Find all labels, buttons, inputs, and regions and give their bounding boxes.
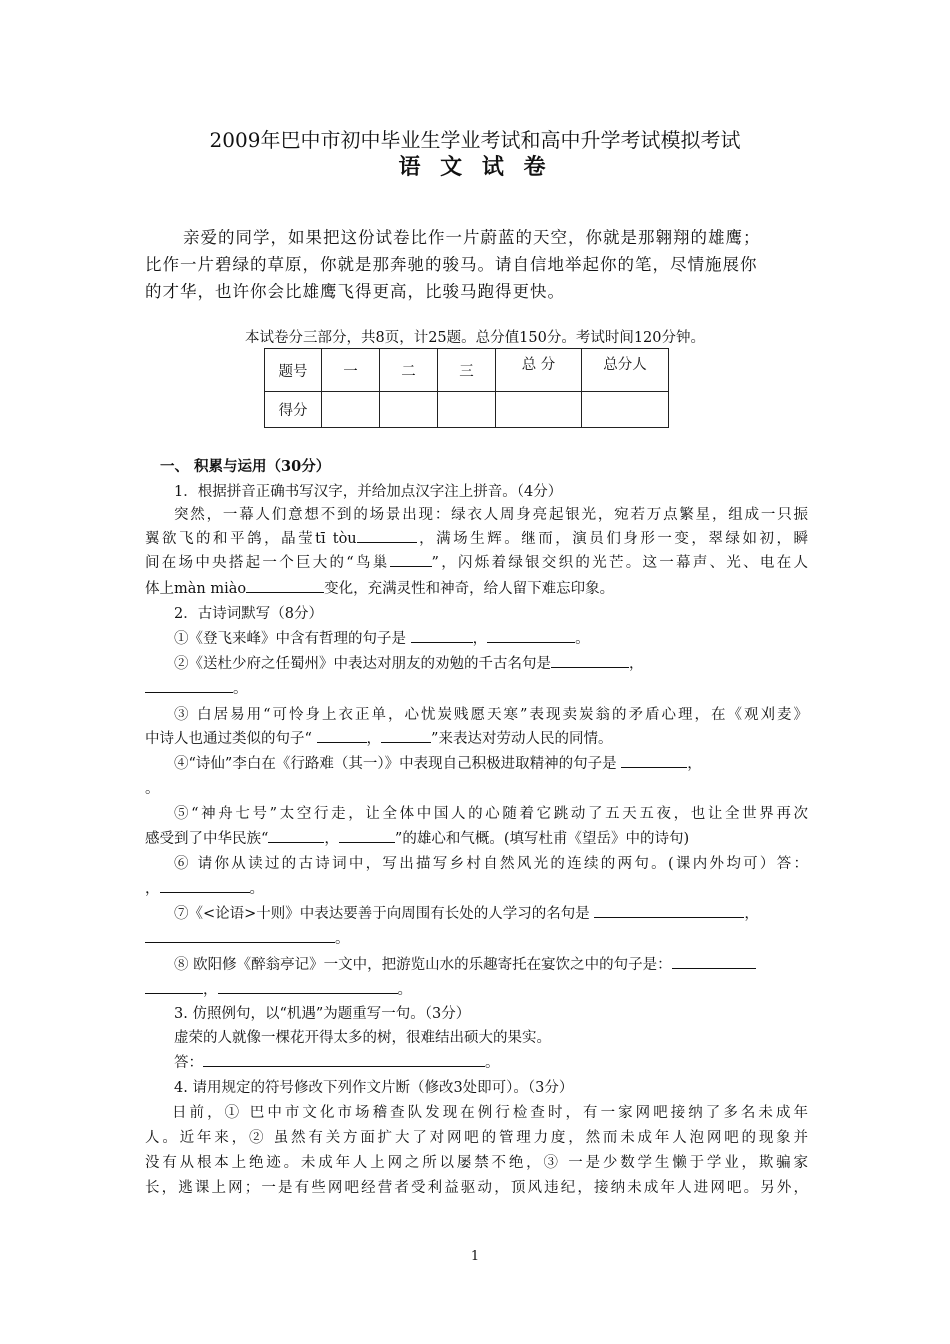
q4-line-1: 日前，① 巴中市文化市场稽查队发现在例行检查时，有一家网吧接纳了多名未成年 xyxy=(172,1105,808,1121)
q2-item-2 xyxy=(174,652,644,673)
q4-line-3: 没有从根本上绝迹。未成年人上网之所以屡禁不绝，③ 一是少数学生懒于学业，欺骗家 xyxy=(145,1155,808,1171)
q2-item-7-end: 。 xyxy=(335,931,350,947)
score-table-header-row xyxy=(265,349,669,392)
q2-item-3-sep: ， xyxy=(366,731,382,747)
q2-item-8 xyxy=(174,953,756,974)
exam-subtitle: 语 文 试 卷 xyxy=(398,154,552,180)
score-cell[interactable] xyxy=(322,392,380,428)
score-cell[interactable] xyxy=(438,392,496,428)
score-table xyxy=(264,348,669,428)
answer-blank[interactable] xyxy=(621,752,687,768)
q2-item-1-end: 。 xyxy=(575,631,590,647)
page-number: 1 xyxy=(470,1249,480,1264)
q2-item-7-text: ⑦《<论语>十则》中表达要善于向周围有长处的人学习的名句是 xyxy=(174,906,595,922)
q3-example: 虚荣的人就像一棵花开得太多的树，很难结出硕大的果实。 xyxy=(174,1030,551,1046)
q4-line-2: 人。近年来，② 虽然有关方面扩大了对网吧的管理力度，然而未成年人泡网吧的现象并 xyxy=(145,1130,808,1146)
q2-item-2-sep: ， xyxy=(629,656,644,672)
q2-item-4 xyxy=(174,752,702,773)
q2-item-4-sep: ， xyxy=(687,756,702,772)
score-cell[interactable] xyxy=(496,392,582,428)
q1-line-3-b: ”，闪烁着绿银交织的光芒。这一幕声、光、电在人 xyxy=(431,555,808,571)
q2-item-8-sep: ， xyxy=(203,982,218,998)
exam-info: 本试卷分三部分，共8页，计25题。总分值150分。考试时间120分钟。 xyxy=(244,330,706,346)
q2-item-1-text: ①《登飞来峰》中含有哲理的句子是 xyxy=(174,631,411,647)
q2-item-5-end: ”的雄心和气概。(填写杜甫《望岳》中的诗句) xyxy=(394,831,690,847)
answer-blank[interactable] xyxy=(268,827,324,843)
q2-item-8-cont xyxy=(145,978,412,999)
q3-answer-end: 。 xyxy=(485,1055,500,1071)
q4-title: 4. 请用规定的符号修改下列作文片断（修改3处即可）。（3分） xyxy=(174,1080,574,1096)
q2-item-2-end: 。 xyxy=(233,681,248,697)
q1-line-2-a: 翼欲飞的和平鸽，晶莹tī tòu xyxy=(145,531,357,547)
score-table-header: 总 分 xyxy=(496,349,582,392)
q2-item-2-cont xyxy=(145,677,248,698)
q2-item-7-sep: ， xyxy=(744,906,759,922)
q2-item-6: ⑥ 请你从读过的古诗词中，写出描写乡村自然风光的连续的两句。(课内外均可）答： xyxy=(174,856,808,872)
q2-item-8-text: ⑧ 欧阳修《醉翁亭记》一文中，把游览山水的乐趣寄托在宴饮之中的句子是： xyxy=(174,957,672,973)
q3-answer-label: 答： xyxy=(174,1055,203,1071)
score-table-header: 三 xyxy=(438,349,496,392)
answer-blank[interactable] xyxy=(551,652,629,668)
intro-line-3: 的才华，也许你会比雄鹰飞得更高，比骏马跑得更快。 xyxy=(145,282,565,301)
intro-line-2: 比作一片碧绿的草原，你就是那奔驰的骏马。请自信地举起你的笔，尽情施展你 xyxy=(145,255,758,274)
q2-item-3-cont xyxy=(145,727,612,748)
q2-item-1 xyxy=(174,627,590,648)
q1-line-4 xyxy=(145,577,614,598)
q1-line-2-b: ，满场生辉。继而，演员们身形一变，翠绿如初，瞬 xyxy=(416,531,808,547)
score-row-label: 得分 xyxy=(265,392,322,428)
q3-answer xyxy=(174,1051,500,1072)
q2-item-4-end: 。 xyxy=(145,781,160,797)
score-table-header: 一 xyxy=(322,349,380,392)
q2-item-2-text: ②《送杜少府之任蜀州》中表达对朋友的劝勉的千古名句是 xyxy=(174,656,551,672)
q2-item-6-cont xyxy=(145,877,264,898)
q2-item-3-text: 中诗人也通过类似的句子“ xyxy=(145,731,317,747)
q2-item-8-end: 。 xyxy=(397,982,412,998)
answer-blank[interactable] xyxy=(246,577,324,593)
answer-blank[interactable] xyxy=(487,627,575,643)
q2-item-3: ③ 白居易用“可怜身上衣正单，心忧炭贱愿天寒”表现卖炭翁的矛盾心理，在《观刈麦》 xyxy=(174,707,808,723)
q2-item-7 xyxy=(174,902,759,923)
q2-item-5-sep: ， xyxy=(324,831,339,847)
answer-blank[interactable] xyxy=(160,877,250,893)
q2-item-1-sep: ， xyxy=(472,631,488,647)
q2-item-7-cont xyxy=(145,927,350,948)
q2-item-5-cont xyxy=(145,827,689,848)
score-table-header: 总分人 xyxy=(582,349,669,392)
answer-blank[interactable] xyxy=(339,827,395,843)
score-table-header: 二 xyxy=(380,349,438,392)
answer-blank[interactable] xyxy=(672,953,756,969)
score-table-header: 题号 xyxy=(265,349,322,392)
q3-title: 3. 仿照例句，以“机遇”为题重写一句。（3分） xyxy=(174,1006,471,1022)
exam-title: 2009年巴中市初中毕业生学业考试和高中升学考试模拟考试 xyxy=(209,128,741,152)
q2-item-4-text: ④“诗仙”李白在《行路难（其一）》中表现自己积极进取精神的句子是 xyxy=(174,756,622,772)
q1-line-4-b: 变化，充满灵性和神奇，给人留下难忘印象。 xyxy=(324,581,615,597)
score-table-score-row xyxy=(265,392,669,428)
answer-blank[interactable] xyxy=(203,1051,485,1067)
section1-title: 一、 积累与运用（30分） xyxy=(160,458,331,475)
answer-blank[interactable] xyxy=(594,902,744,918)
q4-line-4: 长，逃课上网；一是有些网吧经营者受利益驱动，顶风违纪，接纳未成年人进网吧。另外， xyxy=(145,1180,808,1196)
answer-blank[interactable] xyxy=(381,727,431,743)
answer-blank[interactable] xyxy=(357,527,417,543)
q1-line-1: 突然，一幕人们意想不到的场景出现：绿衣人周身亮起银光，宛若万点繁星，组成一只振 xyxy=(174,507,808,523)
answer-blank[interactable] xyxy=(145,677,233,693)
q2-item-3-end: ”来表达对劳动人民的同情。 xyxy=(431,731,613,747)
q2-item-6-end: 。 xyxy=(249,881,264,897)
answer-blank[interactable] xyxy=(390,551,432,567)
q2-item-5: ⑤“神舟七号”太空行走，让全体中国人的心随着它跳动了五天五夜，也让全世界再次 xyxy=(174,806,808,822)
q2-item-6-sep: ， xyxy=(145,881,160,897)
q1-line-3 xyxy=(145,551,808,572)
q1-line-4-a: 体上màn miào xyxy=(145,581,247,597)
intro-line-1: 亲爱的同学，如果把这份试卷比作一片蔚蓝的天空，你就是那翱翔的雄鹰； xyxy=(183,228,761,247)
answer-blank[interactable] xyxy=(317,727,367,743)
q1-line-2 xyxy=(145,527,808,548)
q2-title: 2．古诗词默写（8分） xyxy=(174,606,323,622)
score-cell[interactable] xyxy=(582,392,669,428)
q1-line-3-a: 间在场中央搭起一个巨大的“鸟巢 xyxy=(145,555,390,571)
answer-blank[interactable] xyxy=(218,978,398,994)
q1-title: 1．根据拼音正确书写汉字，并给加点汉字注上拼音。（4分） xyxy=(174,484,563,500)
answer-blank[interactable] xyxy=(411,627,473,643)
answer-blank[interactable] xyxy=(145,978,203,994)
q2-item-5-text: 感受到了中华民族“ xyxy=(145,831,269,847)
answer-blank[interactable] xyxy=(145,927,335,943)
score-cell[interactable] xyxy=(380,392,438,428)
